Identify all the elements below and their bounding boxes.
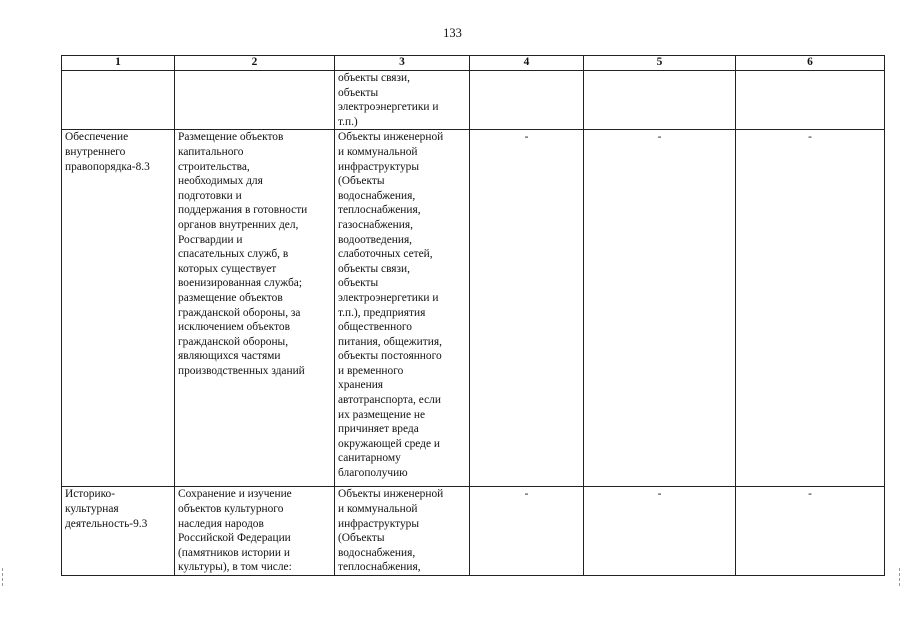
table-row <box>62 487 885 576</box>
cell-use-type: Историко- культурная деятельность-9.3 <box>62 487 175 576</box>
cell-col5: - <box>584 130 736 487</box>
table-row <box>62 130 885 487</box>
cell-col6 <box>736 71 885 130</box>
column-header-3: 3 <box>335 56 470 71</box>
page-number: 133 <box>443 26 462 40</box>
cell-col6: - <box>736 487 885 576</box>
left-scan-mark <box>2 568 5 586</box>
cell-col5: - <box>584 487 736 576</box>
column-header-1: 1 <box>62 56 175 71</box>
column-header-2: 2 <box>175 56 335 71</box>
cell-col5 <box>584 71 736 130</box>
cell-use-type <box>62 71 175 130</box>
cell-description <box>175 71 335 130</box>
column-header-5: 5 <box>584 56 736 71</box>
cell-description: Размещение объектов капитального строительства, необходимых для подготовки и поддержания в готовности органов внутренних дел, Росгвардии и спасательных служб, в которых существует военизированная служба; размещение объектов гражданской обороны, за исключением объектов гражданской обороны, являющихся частями производственных зданий <box>175 130 335 487</box>
right-scan-mark <box>899 568 902 586</box>
land-use-table <box>61 55 885 576</box>
cell-col4: - <box>470 130 584 487</box>
cell-description: Сохранение и изучение объектов культурного наследия народов Российской Федерации (памятников истории и культуры), в том числе: <box>175 487 335 576</box>
cell-use-type: Обеспечение внутреннего правопорядка-8.3 <box>62 130 175 487</box>
cell-permitted-objects: Объекты инженерной и коммунальной инфраструктуры (Объекты водоснабжения, теплоснабжения, газоснабжения, водоотведения, слаботочных сетей, объекты связи, объекты электроэнергетики и т.п.), предприятия общественного питания, общежития, объекты постоянного и временного хранения автотранспорта, если их размещение не причиняет вреда окружающей среде и санитарному благополучию <box>335 130 470 487</box>
table-header-row <box>62 56 885 71</box>
cell-permitted-objects: объекты связи, объекты электроэнергетики и т.п.) <box>335 71 470 130</box>
cell-col4 <box>470 71 584 130</box>
table-row <box>62 71 885 130</box>
cell-permitted-objects: Объекты инженерной и коммунальной инфраструктуры (Объекты водоснабжения, теплоснабжения, <box>335 487 470 576</box>
cell-col6: - <box>736 130 885 487</box>
column-header-6: 6 <box>736 56 885 71</box>
cell-col4: - <box>470 487 584 576</box>
column-header-4: 4 <box>470 56 584 71</box>
